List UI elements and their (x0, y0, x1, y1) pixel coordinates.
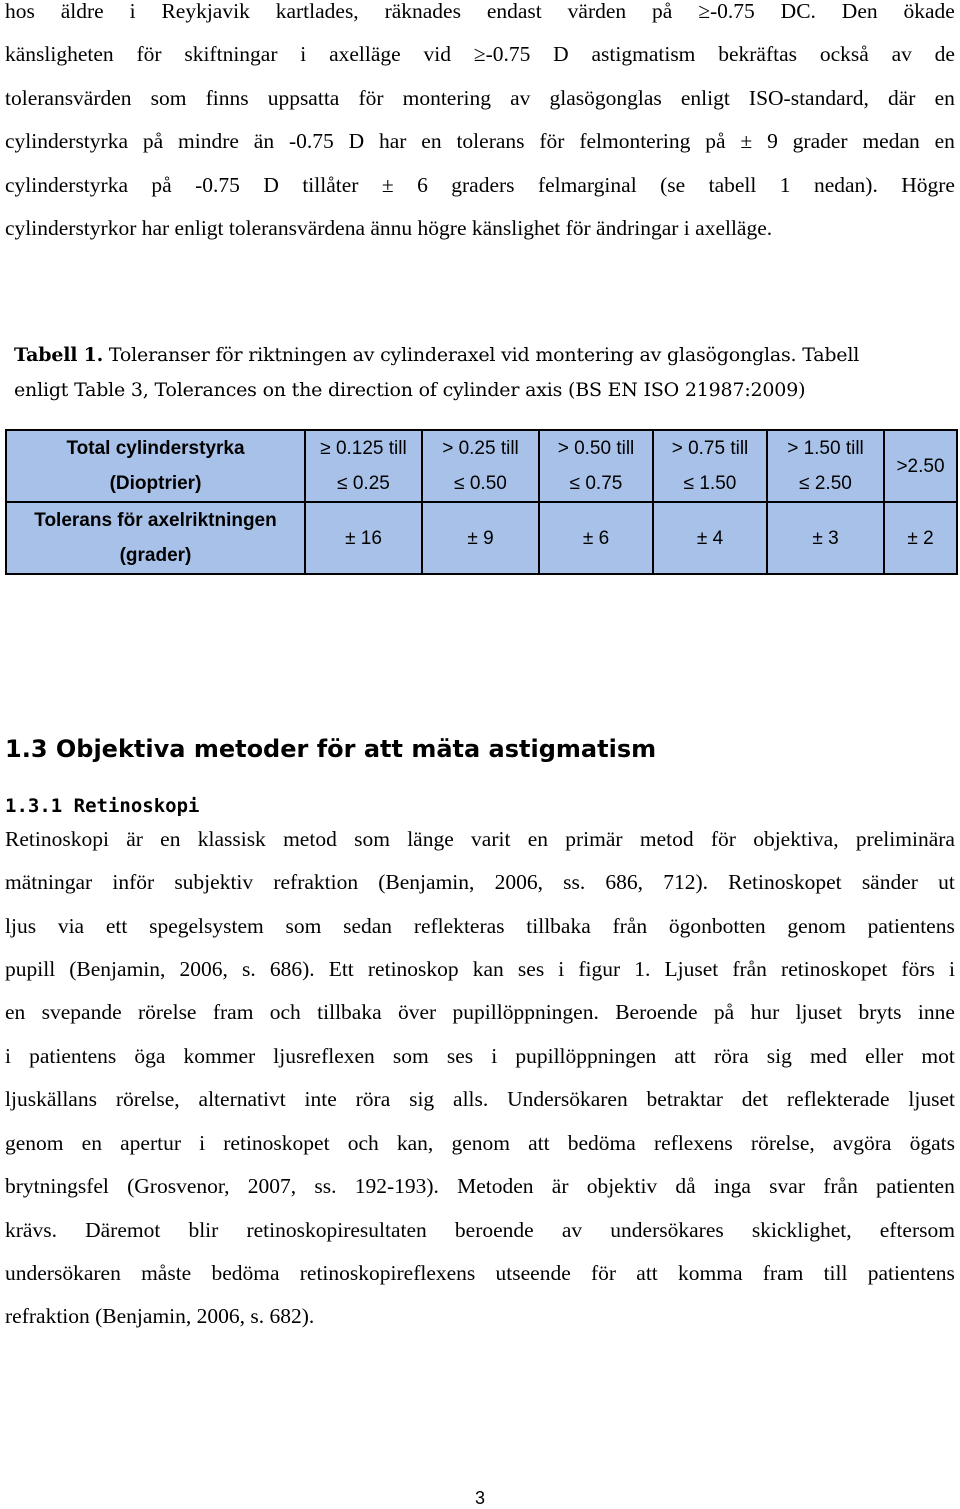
word: svar (769, 1174, 805, 1198)
word: D (348, 129, 365, 153)
table-cell: ± 2 (884, 502, 957, 574)
word: länge (407, 827, 454, 851)
word: vid (423, 42, 451, 66)
page-number: 3 (474, 1488, 485, 1508)
text-line (5, 1176, 955, 1198)
word: objektiva, (753, 827, 839, 851)
word: rörelse (137, 1000, 197, 1024)
word: alls. (453, 1087, 489, 1111)
word: ljuset (795, 1000, 843, 1024)
word: utseende (495, 1261, 571, 1285)
word: betraktar (646, 1087, 723, 1111)
word: Högre (901, 173, 955, 197)
word: undersökares (610, 1218, 724, 1242)
word: där (888, 86, 916, 110)
word: 686). (269, 957, 315, 981)
word: tillbaka (526, 914, 591, 938)
word: (Benjamin, (378, 870, 475, 894)
word: D (263, 173, 279, 197)
table-caption-line-1 (14, 346, 859, 365)
text-line (5, 959, 955, 981)
word: nedan). (813, 173, 878, 197)
word: glasögonglas (549, 86, 662, 110)
word: tillbaka (317, 1000, 382, 1024)
table-header-cell: Total cylinderstyrka (Dioptrier) (6, 430, 305, 502)
word: en (934, 86, 955, 110)
word: för (710, 827, 736, 851)
word: (se (660, 173, 686, 197)
word: patientens (29, 1044, 117, 1068)
word: ses (517, 957, 545, 981)
word: en (160, 827, 181, 851)
word: retinoskopet (223, 1131, 330, 1155)
word: felmontering (579, 129, 691, 153)
word: medan (862, 129, 920, 153)
word: bedöma (567, 1131, 636, 1155)
tolerance-table (5, 429, 958, 575)
word: refraktion (Benjamin, 2006, s. 682). (5, 1304, 315, 1328)
word: värden (567, 0, 627, 23)
word: retinoskopiresultaten (246, 1218, 427, 1242)
word: bryts (858, 1000, 902, 1024)
word: på (151, 173, 172, 197)
word: retinoskopireflexens (299, 1261, 476, 1285)
word: som (285, 914, 322, 938)
word: och (269, 1000, 301, 1024)
word: endast (486, 0, 542, 23)
text-line (5, 1, 955, 23)
word: förs (901, 957, 935, 981)
word: tolerans (456, 129, 525, 153)
word: brytningsfel (5, 1174, 109, 1198)
word: att (528, 1131, 550, 1155)
word: är (551, 1174, 569, 1198)
word: kommer (183, 1044, 256, 1068)
word: avgöra (832, 1131, 892, 1155)
word: (Benjamin, (69, 957, 166, 981)
word: undersökaren (5, 1261, 121, 1285)
text-line (5, 44, 955, 66)
word: ss. (563, 870, 586, 894)
word: klassisk (197, 827, 266, 851)
word: ± (381, 173, 394, 197)
table-cell: ≥ 0.125 till ≤ 0.25 (305, 430, 422, 502)
word: sänder (861, 870, 918, 894)
word: graders (451, 173, 515, 197)
word: patientens (867, 1261, 955, 1285)
table-header-cell: Tolerans för axelriktningen (grader) (6, 502, 305, 574)
word: på (142, 129, 164, 153)
word: i (948, 957, 955, 981)
word: för (590, 1261, 617, 1285)
word: primär (565, 827, 623, 851)
word: en (81, 1131, 102, 1155)
word: är (126, 827, 143, 851)
word: då (675, 1174, 696, 1198)
word: skiftningar (184, 42, 278, 66)
word: beroende (454, 1218, 534, 1242)
word: öga (134, 1044, 166, 1068)
word: inne (917, 1000, 955, 1024)
word: ljus (5, 914, 37, 938)
word: rörelse, (750, 1131, 815, 1155)
word: svepande (41, 1000, 122, 1024)
word: ljusreflexen (273, 1044, 375, 1068)
word: 2007, (247, 1174, 297, 1198)
word: inför (112, 870, 155, 894)
word: som (150, 86, 187, 110)
word: Retinoskopi (5, 827, 109, 851)
word: toleransvärden (5, 86, 132, 110)
word: Undersökaren (507, 1087, 628, 1111)
word: röra (355, 1087, 391, 1111)
word: Metoden (457, 1174, 534, 1198)
word: refraktion (273, 870, 359, 894)
word: bekräftas (718, 42, 798, 66)
word: mindre (178, 129, 239, 153)
word: objektiv (586, 1174, 658, 1198)
word: tabell (708, 173, 757, 197)
caption-text: Toleranser för riktningen av cylinderaxel vid montering av glasögonglas. Tabell (103, 344, 860, 366)
text-line (5, 916, 955, 938)
word: DC. (780, 0, 816, 23)
word: från (823, 1174, 858, 1198)
word: blir (188, 1218, 219, 1242)
word: ljuset (908, 1087, 955, 1111)
word: pupillöppningen (515, 1044, 657, 1068)
word: subjektiv (174, 870, 254, 894)
word: patientens (867, 914, 955, 938)
word: en (527, 827, 548, 851)
word: grader (792, 129, 848, 153)
word: eller (865, 1044, 904, 1068)
word: i (300, 42, 307, 66)
word: hur (750, 1000, 780, 1024)
table-row-axis-tolerance (6, 502, 957, 574)
word: Däremot (85, 1218, 161, 1242)
table-cell: ± 6 (539, 502, 653, 574)
word: montering (402, 86, 491, 110)
text-line (5, 1306, 314, 1328)
word: 2006, (494, 870, 543, 894)
word: patienten (876, 1174, 955, 1198)
word: -0.75 (195, 173, 240, 197)
word: ögats (909, 1131, 955, 1155)
table-caption-line-2: enligt Table 3, Tolerances on the direction of cylinder axis (BS EN ISO 21987:2009) (14, 379, 806, 401)
table-cell: ± 3 (767, 502, 884, 574)
word: (Grosvenor, (127, 1174, 230, 1198)
word: ≥-0.75 (473, 42, 531, 66)
word: Retinoskopet (728, 870, 842, 894)
word: apertur (120, 1131, 181, 1155)
table-cell: > 1.50 till ≤ 2.50 (767, 430, 884, 502)
word: reflekterade (786, 1087, 890, 1111)
word: på (713, 1000, 735, 1024)
word: eftersom (879, 1218, 955, 1242)
word: bedöma (211, 1261, 280, 1285)
word: sedan (343, 914, 393, 938)
word: 6 (417, 173, 428, 197)
word: uppsatta (267, 86, 340, 110)
word: pupillöppningen. (452, 1000, 599, 1024)
word: preliminära (855, 827, 955, 851)
word: för (539, 129, 565, 153)
word: fram (212, 1000, 254, 1024)
word: felmarginal (537, 173, 637, 197)
subsection-heading: 1.3.1 Retinoskopi (5, 795, 200, 817)
word: på (652, 0, 673, 23)
word: astigmatism (591, 42, 696, 66)
text-line (5, 1046, 955, 1068)
section-heading: 1.3 Objektiva metoder för att mäta astigmatism (5, 735, 657, 763)
word: reflexens (653, 1131, 733, 1155)
word: som (354, 827, 390, 851)
word: en (421, 129, 442, 153)
word: hos (5, 0, 35, 23)
word: metod (283, 827, 337, 851)
word: på (705, 129, 726, 153)
word: 1 (779, 173, 791, 197)
word: i (5, 1044, 11, 1068)
text-line (5, 1089, 955, 1111)
word: kartlades, (275, 0, 359, 23)
text-line (5, 1220, 955, 1242)
word: reflekteras (413, 914, 505, 938)
text-line (5, 1263, 955, 1285)
word: de (934, 42, 955, 66)
word: enligt (680, 86, 730, 110)
word: genom (787, 914, 846, 938)
word: mot (921, 1044, 955, 1068)
word: Den (841, 0, 878, 23)
word: i (199, 1131, 206, 1155)
word: av (510, 86, 531, 110)
word: genom (5, 1131, 64, 1155)
word: inga (713, 1174, 751, 1198)
word: inte (304, 1087, 337, 1111)
word: ljuskällans (5, 1087, 97, 1111)
word: 712). (663, 870, 708, 894)
word: över (397, 1000, 437, 1024)
word: från (612, 914, 648, 938)
word: figur (578, 957, 621, 981)
word: en (5, 1000, 26, 1024)
word: 2006, (179, 957, 228, 981)
word: pupill (5, 957, 56, 981)
word: D (553, 42, 569, 66)
text-line (5, 131, 955, 153)
word: i (491, 1044, 498, 1068)
word: av (891, 42, 912, 66)
word: att (674, 1044, 696, 1068)
word: av (561, 1218, 583, 1242)
word: räknades (384, 0, 461, 23)
word: Reykjavik (161, 0, 250, 23)
table-cell: ± 4 (653, 502, 767, 574)
table-cell: > 0.75 till ≤ 1.50 (653, 430, 767, 502)
word: Beroende (615, 1000, 698, 1024)
word: ISO-standard, (748, 86, 869, 110)
word: retinoskopet (781, 957, 888, 981)
word: 192-193). (354, 1174, 439, 1198)
word: -0.75 (288, 129, 334, 153)
word: för (358, 86, 384, 110)
word: spegelsystem (149, 914, 264, 938)
table-row-cylinder-power (6, 430, 957, 502)
word: i (129, 0, 136, 23)
word: ökade (903, 0, 955, 23)
word: Ljuset (664, 957, 719, 981)
word: i (558, 957, 565, 981)
word: känsligheten (5, 42, 114, 66)
word: cylinderstyrka (5, 129, 128, 153)
word: ≥-0.75 (698, 0, 755, 23)
word: kan, (396, 1131, 434, 1155)
word: sig (409, 1087, 435, 1111)
word: ut (938, 870, 955, 894)
word: än (253, 129, 275, 153)
word: finns (205, 86, 249, 110)
word: via (57, 914, 85, 938)
word: metod (639, 827, 694, 851)
word: att (636, 1261, 658, 1285)
word: skicklighet, (751, 1218, 852, 1242)
text-line (5, 872, 955, 894)
text-line (5, 1002, 955, 1024)
word: kan (472, 957, 504, 981)
word: s. (241, 957, 256, 981)
word: måste (141, 1261, 192, 1285)
word: alternativt (198, 1087, 286, 1111)
word: en (934, 129, 955, 153)
word: varit (471, 827, 511, 851)
word: till (823, 1261, 848, 1285)
word: retinoskop (367, 957, 459, 981)
text-line (5, 829, 955, 851)
word: har (378, 129, 407, 153)
word: rörelse, (115, 1087, 180, 1111)
word: fram (762, 1261, 804, 1285)
table-cell: > 0.50 till ≤ 0.75 (539, 430, 653, 502)
table-cell: ± 16 (305, 502, 422, 574)
word: äldre (60, 0, 104, 23)
word: också (819, 42, 869, 66)
table-cell: ± 9 (422, 502, 539, 574)
word: ses (446, 1044, 474, 1068)
table-cell: >2.50 (884, 430, 957, 502)
word: med (809, 1044, 847, 1068)
word: sig (766, 1044, 792, 1068)
word: från (732, 957, 767, 981)
word: för (136, 42, 162, 66)
word: ett (105, 914, 128, 938)
word: som (392, 1044, 429, 1068)
text-line (5, 88, 955, 110)
word: komma (678, 1261, 743, 1285)
word: krävs. (5, 1218, 57, 1242)
text-line (5, 175, 955, 197)
word: cylinderstyrka (5, 173, 128, 197)
word: 1. (634, 957, 651, 981)
word: genom (451, 1131, 510, 1155)
word: 686, (605, 870, 644, 894)
word: mätningar (5, 870, 93, 894)
word: axelläge (329, 42, 401, 66)
word: 9 (767, 129, 778, 153)
word: tillåter (302, 173, 359, 197)
word: och (347, 1131, 379, 1155)
table-label: Tabell 1. (14, 344, 104, 366)
word: ss. (314, 1174, 337, 1198)
word: ± (740, 129, 753, 153)
text-line (5, 1133, 955, 1155)
word: ögonbotten (668, 914, 766, 938)
word: det (741, 1087, 769, 1111)
word: cylinderstyrkor har enligt toleransvärdena ännu högre känslighet för ändringar i axelläge. (5, 216, 773, 240)
text-line (5, 218, 772, 240)
word: röra (714, 1044, 749, 1068)
word: Ett (328, 957, 354, 981)
table-cell: > 0.25 till ≤ 0.50 (422, 430, 539, 502)
